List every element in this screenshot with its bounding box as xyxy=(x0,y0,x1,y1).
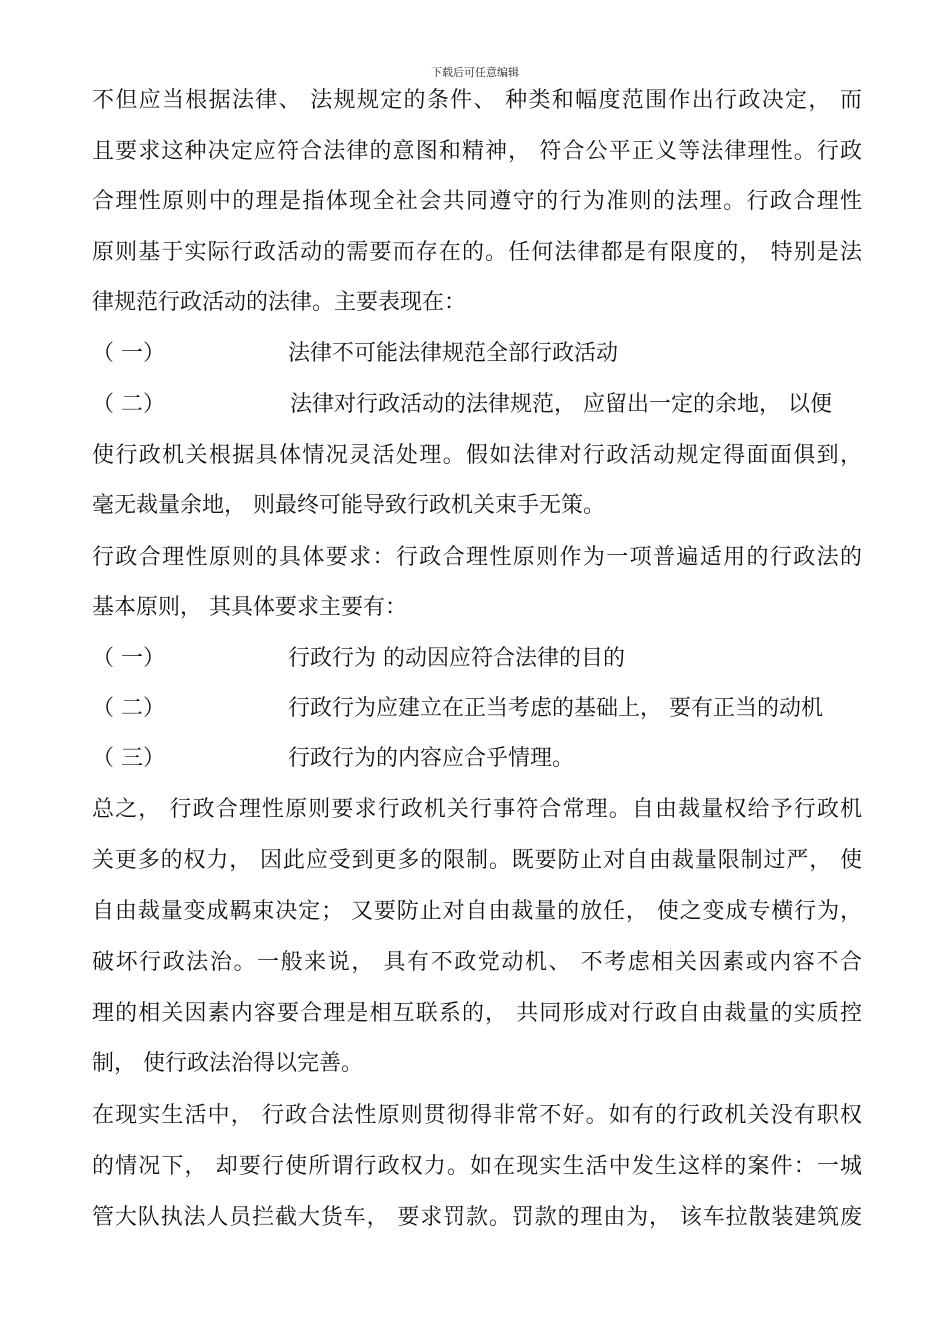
list-number: （ 一） xyxy=(92,341,165,366)
paragraph-line: 总之， 行政合理性原则要求行政机关行事符合常理。自由裁量权给予行政机 xyxy=(92,797,862,822)
list-text: 法律不可能法律规范全部行政活动 xyxy=(288,341,619,366)
list-number: （ 二） xyxy=(92,696,165,721)
paragraph-line: 基本原则， 其具体要求主要有： xyxy=(92,595,407,620)
list-number: （ 一） xyxy=(92,646,165,671)
paragraph-line: 在现实生活中， 行政合法性原则贯彻得非常不好。如有的行政机关没有职权 xyxy=(92,1103,862,1128)
list-number: （ 二） xyxy=(92,392,165,417)
paragraph-line: 理的相关因素内容要合理是相互联系的， 共同形成对行政自由裁量的实质控 xyxy=(92,1001,862,1026)
paragraph-line: 原则基于实际行政活动的需要而存在的。任何法律都是有限度的， 特别是法 xyxy=(92,240,862,265)
page-header: 下载后可任意编辑 xyxy=(431,66,519,79)
list-text: 法律对行政活动的法律规范， 应留出一定的余地， 以便 xyxy=(290,392,832,417)
paragraph-line: 制， 使行政法治得以完善。 xyxy=(92,1051,363,1076)
paragraph-line: 使行政机关根据具体情况灵活处理。假如法律对行政活动规定得面面俱到， xyxy=(92,443,862,468)
paragraph-line: 合理性原则中的理是指体现全社会共同遵守的行为准则的法理。行政合理性 xyxy=(92,189,862,214)
paragraph-line: 自由裁量变成羁束决定； 又要防止对自由裁量的放任， 使之变成专横行为， xyxy=(92,899,862,924)
list-text: 行政行为的内容应合乎情理。 xyxy=(288,746,575,771)
paragraph-line: 行政合理性原则的具体要求：行政合理性原则作为一项普遍适用的行政法的 xyxy=(92,545,862,570)
list-text: 行政行为应建立在正当考虑的基础上， 要有正当的动机 xyxy=(288,696,823,721)
paragraph-line: 的情况下， 却要行使所谓行政权力。如在现实生活中发生这样的案件：一城 xyxy=(92,1154,862,1179)
paragraph-line: 律规范行政活动的法律。主要表现在： xyxy=(92,290,467,315)
paragraph-line: 关更多的权力， 因此应受到更多的限制。既要防止对自由裁量限制过严， 使 xyxy=(92,848,862,873)
paragraph-line: 破坏行政法治。一般来说， 具有不政党动机、 不考虑相关因素或内容不合 xyxy=(92,950,862,975)
paragraph-line: 管大队执法人员拦截大货车， 要求罚款。罚款的理由为， 该车拉散装建筑废 xyxy=(92,1205,862,1230)
list-number: （ 三） xyxy=(92,746,165,771)
paragraph-line: 毫无裁量余地， 则最终可能导致行政机关束手无策。 xyxy=(92,493,605,518)
paragraph-line: 不但应当根据法律、 法规规定的条件、 种类和幅度范围作出行政决定， 而 xyxy=(92,88,862,113)
paragraph-line: 且要求这种决定应符合法律的意图和精神， 符合公平正义等法律理性。行政 xyxy=(92,139,862,164)
list-text: 行政行为 的动因应符合法律的目的 xyxy=(288,646,625,671)
